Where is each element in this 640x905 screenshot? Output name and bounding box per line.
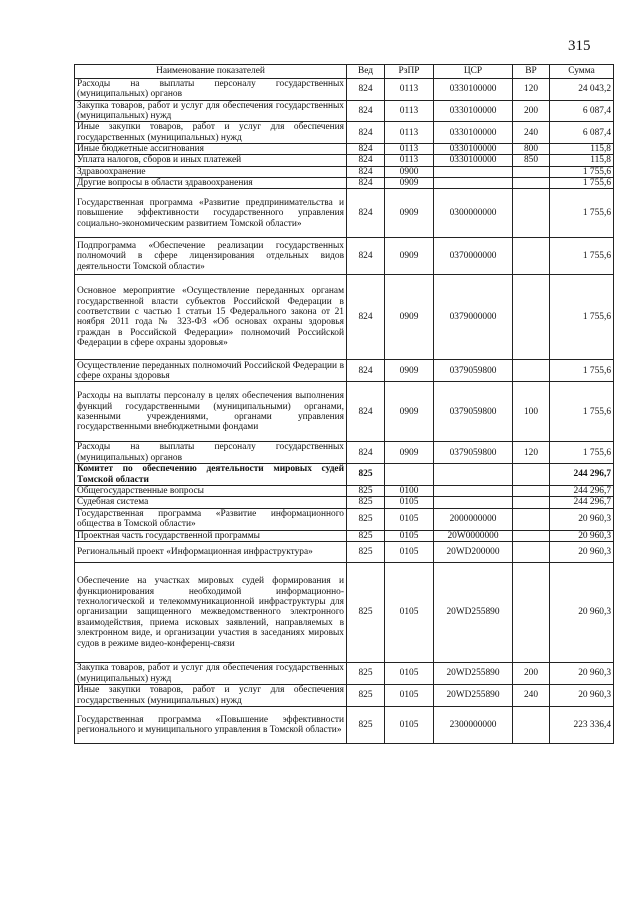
cell-name: Иные закупки товаров, работ и услуг для обеспечения государственных (муниципальных) нужд — [75, 122, 347, 144]
cell-name: Закупка товаров, работ и услуг для обеспечения государственных (муниципальных) нужд — [75, 663, 347, 685]
cell-ved: 824 — [347, 382, 385, 442]
cell-ved: 824 — [347, 189, 385, 238]
cell-ved: 824 — [347, 100, 385, 122]
cell-sum: 1 755,6 — [550, 189, 614, 238]
cell-rzpr: 0909 — [385, 382, 434, 442]
table-row — [75, 707, 614, 744]
table-row — [75, 238, 614, 275]
table-row — [75, 166, 614, 177]
cell-csr: 0379059800 — [434, 360, 513, 382]
cell-csr: 0379059800 — [434, 382, 513, 442]
cell-rzpr: 0100 — [385, 486, 434, 497]
cell-csr: 0330100000 — [434, 144, 513, 155]
cell-vr: 240 — [513, 685, 550, 707]
cell-sum: 6 087,4 — [550, 122, 614, 144]
cell-sum: 115,8 — [550, 155, 614, 166]
cell-name: Общегосударственные вопросы — [75, 486, 347, 497]
cell-ved: 825 — [347, 464, 385, 486]
cell-name: Проектная часть государственной программы — [75, 530, 347, 541]
header-rzpr: РзПР — [385, 65, 434, 79]
cell-sum: 223 336,4 — [550, 707, 614, 744]
cell-ved: 825 — [347, 563, 385, 663]
cell-csr: 0330100000 — [434, 155, 513, 166]
cell-sum: 1 755,6 — [550, 275, 614, 360]
cell-csr — [434, 464, 513, 486]
cell-ved: 824 — [347, 122, 385, 144]
table-row — [75, 663, 614, 685]
table-row — [75, 508, 614, 530]
cell-name: Осуществление переданных полномочий Российской Федерации в сфере охраны здоровья — [75, 360, 347, 382]
header-vr: ВР — [513, 65, 550, 79]
cell-ved: 824 — [347, 79, 385, 101]
cell-rzpr: 0909 — [385, 360, 434, 382]
cell-name: Региональный проект «Информационная инфраструктура» — [75, 542, 347, 563]
cell-csr: 0330100000 — [434, 122, 513, 144]
table-row — [75, 122, 614, 144]
cell-sum: 1 755,6 — [550, 442, 614, 464]
cell-name: Судебная система — [75, 497, 347, 508]
cell-rzpr: 0909 — [385, 442, 434, 464]
cell-csr: 2000000000 — [434, 508, 513, 530]
cell-name: Подпрограмма «Обеспечение реализации государственных полномочий в сфере лицензирования отдельных видов деятельности Томской области» — [75, 238, 347, 275]
cell-name: Расходы на выплаты персоналу государственных (муниципальных) органов — [75, 442, 347, 464]
cell-csr: 20WD255890 — [434, 685, 513, 707]
cell-csr: 20WD255890 — [434, 563, 513, 663]
cell-vr — [513, 275, 550, 360]
cell-ved: 825 — [347, 530, 385, 541]
cell-ved: 824 — [347, 275, 385, 360]
table-row — [75, 275, 614, 360]
cell-sum: 115,8 — [550, 144, 614, 155]
cell-ved: 824 — [347, 155, 385, 166]
cell-rzpr: 0105 — [385, 563, 434, 663]
cell-csr: 20WD200000 — [434, 542, 513, 563]
cell-sum: 6 087,4 — [550, 100, 614, 122]
cell-vr — [513, 563, 550, 663]
cell-sum: 1 755,6 — [550, 382, 614, 442]
cell-name: Закупка товаров, работ и услуг для обеспечения государственных (муниципальных) нужд — [75, 100, 347, 122]
table-row — [75, 530, 614, 541]
cell-csr: 20WD255890 — [434, 663, 513, 685]
cell-name: Государственная программа «Развитие предпринимательства и повышение эффективности государственного управления социально-экономическим развитием Томской области» — [75, 189, 347, 238]
cell-rzpr: 0105 — [385, 542, 434, 563]
table-row — [75, 685, 614, 707]
cell-name: Иные закупки товаров, работ и услуг для обеспечения государственных (муниципальных) нужд — [75, 685, 347, 707]
cell-sum: 20 960,3 — [550, 663, 614, 685]
cell-sum: 1 755,6 — [550, 166, 614, 177]
cell-csr: 20W0000000 — [434, 530, 513, 541]
cell-rzpr: 0105 — [385, 707, 434, 744]
cell-rzpr: 0909 — [385, 189, 434, 238]
cell-vr — [513, 486, 550, 497]
cell-csr — [434, 166, 513, 177]
cell-vr — [513, 542, 550, 563]
cell-vr — [513, 497, 550, 508]
budget-table — [74, 64, 614, 744]
cell-ved: 824 — [347, 178, 385, 189]
cell-csr: 0330100000 — [434, 79, 513, 101]
cell-csr: 0370000000 — [434, 238, 513, 275]
table-row — [75, 497, 614, 508]
cell-ved: 825 — [347, 663, 385, 685]
cell-sum: 1 755,6 — [550, 238, 614, 275]
table-row — [75, 382, 614, 442]
cell-sum: 24 043,2 — [550, 79, 614, 101]
table-row — [75, 442, 614, 464]
cell-vr — [513, 238, 550, 275]
cell-vr: 200 — [513, 663, 550, 685]
cell-ved: 825 — [347, 685, 385, 707]
cell-name: Основное мероприятие «Осуществление переданных органам государственной власти субъектов Российской Федерации в соответствии с частью 1 статьи 15 Федерального закона от 21 ноября 2011 года № 323-ФЗ «Об основах охраны здоровья граждан в Российской Федерации» полномочий Российской Федерации в сфере охраны здоровья» — [75, 275, 347, 360]
cell-csr: 0379000000 — [434, 275, 513, 360]
cell-name: Другие вопросы в области здравоохранения — [75, 178, 347, 189]
cell-ved: 825 — [347, 497, 385, 508]
cell-rzpr: 0113 — [385, 155, 434, 166]
table-row — [75, 155, 614, 166]
cell-csr: 0379059800 — [434, 442, 513, 464]
cell-rzpr: 0909 — [385, 275, 434, 360]
cell-ved: 824 — [347, 360, 385, 382]
cell-rzpr: 0909 — [385, 238, 434, 275]
table-row — [75, 542, 614, 563]
cell-sum: 20 960,3 — [550, 530, 614, 541]
cell-rzpr: 0113 — [385, 100, 434, 122]
cell-rzpr: 0900 — [385, 166, 434, 177]
cell-sum: 20 960,3 — [550, 685, 614, 707]
cell-csr: 0330100000 — [434, 100, 513, 122]
cell-name: Иные бюджетные ассигнования — [75, 144, 347, 155]
cell-csr — [434, 497, 513, 508]
table-row — [75, 100, 614, 122]
cell-sum: 244 296,7 — [550, 486, 614, 497]
cell-name: Обеспечение на участках мировых судей формирования и функционирования необходимой информационно-технологической и телекоммуникационной инфраструктуры для организации защищенного межведомственного электронного взаимодействия, приема исковых заявлений, направляемых в электронном виде, и организации участия в заседаниях мировых судов в режиме видео-конференц-связи — [75, 563, 347, 663]
table-row — [75, 486, 614, 497]
table-row — [75, 360, 614, 382]
cell-name: Расходы на выплаты персоналу в целях обеспечения выполнения функций государственными (муниципальными) органами, казенными учреждениями, органами управления государственными внебюджетными фондами — [75, 382, 347, 442]
cell-rzpr: 0105 — [385, 663, 434, 685]
cell-vr: 120 — [513, 79, 550, 101]
cell-vr — [513, 707, 550, 744]
cell-ved: 825 — [347, 486, 385, 497]
cell-vr — [513, 360, 550, 382]
cell-ved: 824 — [347, 166, 385, 177]
table-row — [75, 189, 614, 238]
cell-vr: 850 — [513, 155, 550, 166]
cell-vr: 200 — [513, 100, 550, 122]
cell-rzpr: 0113 — [385, 122, 434, 144]
cell-sum: 244 296,7 — [550, 497, 614, 508]
cell-sum: 20 960,3 — [550, 508, 614, 530]
cell-rzpr: 0113 — [385, 79, 434, 101]
cell-csr — [434, 178, 513, 189]
cell-vr — [513, 508, 550, 530]
cell-rzpr: 0105 — [385, 497, 434, 508]
cell-vr: 120 — [513, 442, 550, 464]
table-row — [75, 79, 614, 101]
cell-vr — [513, 166, 550, 177]
table-row — [75, 563, 614, 663]
cell-csr — [434, 486, 513, 497]
cell-ved: 825 — [347, 542, 385, 563]
cell-vr — [513, 178, 550, 189]
cell-vr: 100 — [513, 382, 550, 442]
table-row — [75, 178, 614, 189]
cell-vr — [513, 189, 550, 238]
cell-vr — [513, 464, 550, 486]
header-sum: Сумма — [550, 65, 614, 79]
cell-ved: 825 — [347, 707, 385, 744]
cell-rzpr: 0105 — [385, 685, 434, 707]
table-header-row — [75, 65, 614, 79]
cell-rzpr: 0113 — [385, 144, 434, 155]
cell-name: Комитет по обеспечению деятельности мировых судей Томской области — [75, 464, 347, 486]
header-ved: Вед — [347, 65, 385, 79]
cell-ved: 824 — [347, 238, 385, 275]
header-csr: ЦСР — [434, 65, 513, 79]
cell-vr — [513, 530, 550, 541]
cell-sum: 1 755,6 — [550, 360, 614, 382]
cell-csr: 2300000000 — [434, 707, 513, 744]
cell-rzpr: 0105 — [385, 530, 434, 541]
cell-name: Государственная программа «Повышение эффективности регионального и муниципального управления в Томской области» — [75, 707, 347, 744]
cell-ved: 824 — [347, 144, 385, 155]
cell-ved: 824 — [347, 442, 385, 464]
table-row — [75, 144, 614, 155]
cell-name: Здравоохранение — [75, 166, 347, 177]
cell-name: Уплата налогов, сборов и иных платежей — [75, 155, 347, 166]
cell-ved: 825 — [347, 508, 385, 530]
cell-sum: 244 296,7 — [550, 464, 614, 486]
cell-name: Расходы на выплаты персоналу государственных (муниципальных) органов — [75, 79, 347, 101]
table-row — [75, 464, 614, 486]
header-name: Наименование показателей — [75, 65, 347, 79]
cell-rzpr: 0105 — [385, 508, 434, 530]
cell-name: Государственная программа «Развитие информационного общества в Томской области» — [75, 508, 347, 530]
cell-sum: 20 960,3 — [550, 563, 614, 663]
cell-vr: 240 — [513, 122, 550, 144]
cell-csr: 0300000000 — [434, 189, 513, 238]
cell-rzpr: 0909 — [385, 178, 434, 189]
cell-rzpr — [385, 464, 434, 486]
cell-vr: 800 — [513, 144, 550, 155]
cell-sum: 1 755,6 — [550, 178, 614, 189]
cell-sum: 20 960,3 — [550, 542, 614, 563]
page-number: 315 — [568, 38, 591, 54]
